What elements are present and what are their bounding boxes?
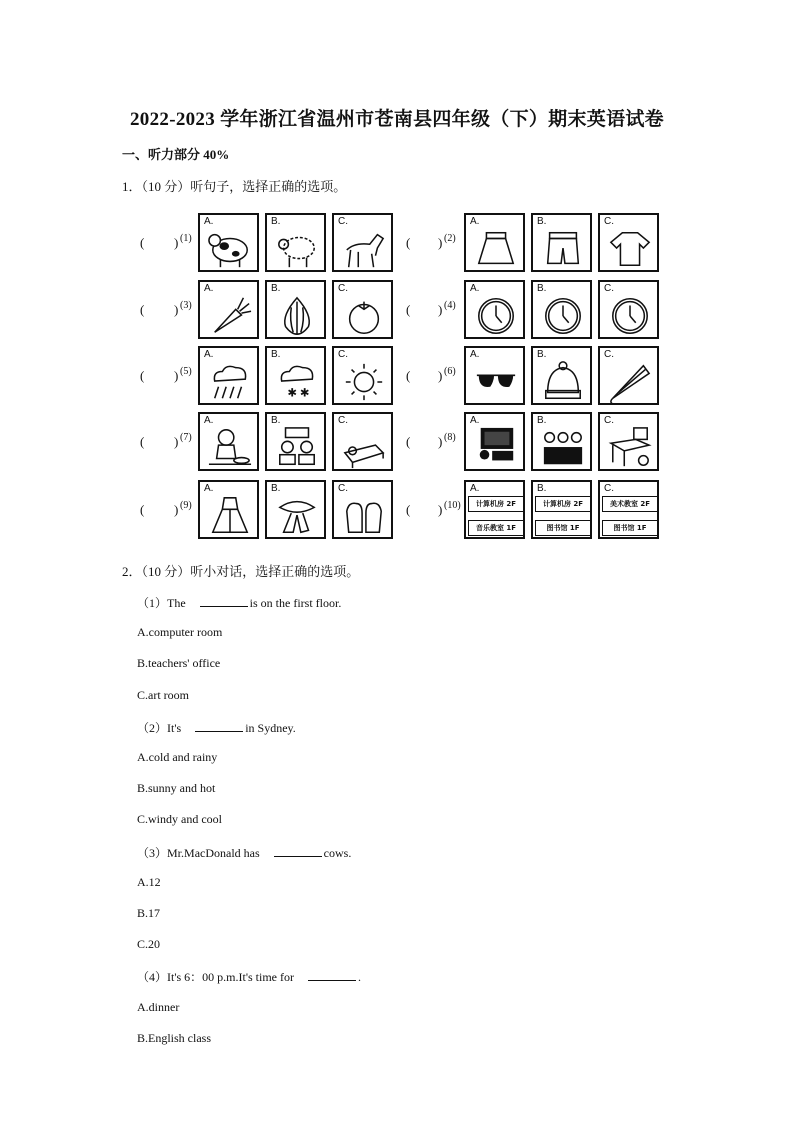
answer-paren-close: ) — [438, 434, 443, 449]
answer-paren-close: ) — [438, 368, 443, 383]
picture-option[interactable] — [531, 480, 592, 539]
sub-question-stem — [137, 844, 351, 861]
question-number: (10) — [444, 500, 461, 511]
option-label: B. — [271, 415, 281, 426]
picture-option[interactable] — [464, 213, 525, 272]
picture-option[interactable] — [265, 346, 326, 405]
room-sign-icon: 音乐教室 1F — [468, 520, 524, 536]
stem-text-after: is on the first floor. — [249, 596, 342, 610]
answer-blank[interactable] — [195, 721, 243, 732]
picture-option[interactable] — [598, 346, 659, 405]
answer-option[interactable]: B.sunny and hot — [137, 781, 216, 796]
option-label: C. — [604, 415, 614, 426]
answer-option[interactable]: A.computer room — [137, 625, 223, 640]
option-label: B. — [271, 283, 281, 294]
picture-option[interactable] — [531, 280, 592, 339]
picture-option[interactable] — [265, 280, 326, 339]
question-number: (8) — [444, 432, 456, 443]
question-number: (6) — [444, 366, 456, 377]
picture-option[interactable] — [531, 213, 592, 272]
answer-paren-open: ( — [406, 434, 411, 449]
picture-option[interactable] — [332, 213, 393, 272]
sub-question-number: （1） — [137, 596, 168, 610]
picture-option[interactable] — [332, 346, 393, 405]
option-label: A. — [204, 415, 214, 426]
picture-option[interactable] — [598, 213, 659, 272]
option-label: A. — [470, 415, 480, 426]
option-label: C. — [604, 483, 614, 494]
option-label: A. — [470, 483, 480, 494]
stem-text-before: The — [167, 596, 186, 610]
answer-paren-open: ( — [140, 302, 145, 317]
option-label: C. — [338, 483, 348, 494]
question-number: (2) — [444, 233, 456, 244]
room-sign-icon: 图书馆 1F — [535, 520, 591, 536]
answer-paren-open: ( — [140, 368, 145, 383]
svg-text:✱ ✱: ✱ ✱ — [287, 387, 310, 400]
sub-question-stem — [137, 968, 361, 985]
question-number: (7) — [180, 432, 192, 443]
picture-option[interactable] — [265, 480, 326, 539]
answer-blank[interactable] — [274, 846, 322, 857]
option-label: B. — [537, 415, 547, 426]
picture-option[interactable] — [598, 280, 659, 339]
room-sign-icon: 计算机房 2F — [535, 496, 591, 512]
answer-paren-close: ) — [174, 302, 179, 317]
stem-text-before: Mr.MacDonald has — [167, 845, 260, 860]
answer-paren-close: ) — [174, 434, 179, 449]
room-sign-icon: 图书馆 1F — [602, 520, 658, 536]
question-number: (5) — [180, 366, 192, 377]
picture-option[interactable] — [198, 480, 259, 539]
picture-option[interactable] — [598, 412, 659, 471]
stem-text-before: It's 6：00 p.m.It's time for — [167, 970, 294, 985]
option-label: A. — [470, 349, 480, 360]
picture-option[interactable] — [464, 412, 525, 471]
stem-text-after: in Sydney. — [245, 720, 296, 735]
room-sign-icon: 计算机房 2F — [468, 496, 524, 512]
option-label: C. — [338, 349, 348, 360]
picture-option[interactable] — [198, 412, 259, 471]
stem-text-after: . — [358, 970, 361, 985]
sub-question-number: （3） — [137, 845, 168, 860]
answer-blank[interactable] — [200, 596, 248, 607]
answer-option[interactable]: A.cold and rainy — [137, 750, 218, 764]
option-label: C. — [338, 283, 348, 294]
picture-option[interactable] — [198, 346, 259, 405]
question-number: (3) — [180, 300, 192, 311]
picture-option[interactable] — [198, 213, 259, 272]
answer-paren-close: ) — [438, 235, 443, 250]
sub-question-stem — [137, 594, 341, 611]
option-label: A. — [204, 283, 214, 294]
picture-option[interactable] — [464, 280, 525, 339]
picture-option[interactable] — [265, 412, 326, 471]
answer-option[interactable]: B.teachers' office — [137, 656, 221, 671]
answer-paren-open: ( — [406, 368, 411, 383]
picture-option[interactable] — [265, 213, 326, 272]
answer-option[interactable]: B.English class — [137, 1030, 211, 1045]
sub-question-stem — [137, 719, 296, 736]
option-label: B. — [537, 283, 547, 294]
page-title: 2022-2023 学年浙江省温州市苍南县四年级（下）期末英语试卷 — [130, 109, 664, 130]
option-label: B. — [537, 216, 547, 227]
option-label: A. — [204, 483, 214, 494]
answer-paren-close: ) — [438, 302, 443, 317]
answer-paren-close: ) — [438, 502, 443, 517]
answer-paren-close: ) — [174, 368, 179, 383]
picture-option[interactable] — [598, 480, 659, 539]
picture-option[interactable] — [332, 412, 393, 471]
answer-blank[interactable] — [308, 970, 356, 981]
stem-text-before: It's — [167, 720, 182, 735]
question-number: (9) — [180, 500, 192, 511]
section-heading: 一、听力部分 40% — [122, 147, 230, 162]
option-label: B. — [271, 483, 281, 494]
option-label: A. — [204, 349, 214, 360]
question-number: (1) — [180, 233, 192, 244]
stem-text-after: cows. — [323, 845, 352, 860]
answer-paren-open: ( — [140, 434, 145, 449]
option-label: C. — [338, 216, 348, 227]
answer-option[interactable]: C.art room — [137, 687, 189, 702]
option-label: B. — [271, 349, 281, 360]
option-label: C. — [604, 349, 614, 360]
question-2-stem: 2．（10 分）听小对话，选择正确的选项。 — [122, 564, 360, 579]
option-label: A. — [470, 216, 480, 227]
answer-paren-open: ( — [140, 502, 145, 517]
option-label: B. — [537, 349, 547, 360]
answer-paren-open: ( — [406, 502, 411, 517]
room-sign-icon: 美术教室 2F — [602, 496, 658, 512]
picture-option[interactable] — [198, 280, 259, 339]
answer-paren-open: ( — [140, 235, 145, 250]
option-label: B. — [271, 216, 281, 227]
option-label: A. — [204, 216, 214, 227]
picture-option[interactable] — [464, 480, 525, 539]
answer-paren-close: ) — [174, 235, 179, 250]
answer-option[interactable]: B.17 — [137, 906, 161, 920]
question-number: (4) — [444, 300, 456, 311]
question-1-stem: 1．（10 分）听句子，选择正确的选项。 — [122, 179, 347, 194]
picture-option[interactable] — [332, 280, 393, 339]
answer-paren-open: ( — [406, 235, 411, 250]
sub-question-number: （2） — [137, 720, 168, 735]
picture-option[interactable] — [531, 346, 592, 405]
answer-paren-open: ( — [406, 302, 411, 317]
answer-option[interactable]: C.20 — [137, 937, 161, 952]
picture-option[interactable] — [332, 480, 393, 539]
answer-paren-close: ) — [174, 502, 179, 517]
answer-option[interactable]: A.12 — [137, 874, 161, 889]
option-label: C. — [604, 216, 614, 227]
sub-question-number: （4） — [137, 970, 168, 985]
answer-option[interactable]: A.dinner — [137, 999, 180, 1014]
option-label: C. — [338, 415, 348, 426]
option-label: A. — [470, 283, 480, 294]
option-label: C. — [604, 283, 614, 294]
picture-option[interactable] — [531, 412, 592, 471]
answer-option[interactable]: C.windy and cool — [137, 812, 222, 827]
option-label: B. — [537, 483, 547, 494]
picture-option[interactable] — [464, 346, 525, 405]
